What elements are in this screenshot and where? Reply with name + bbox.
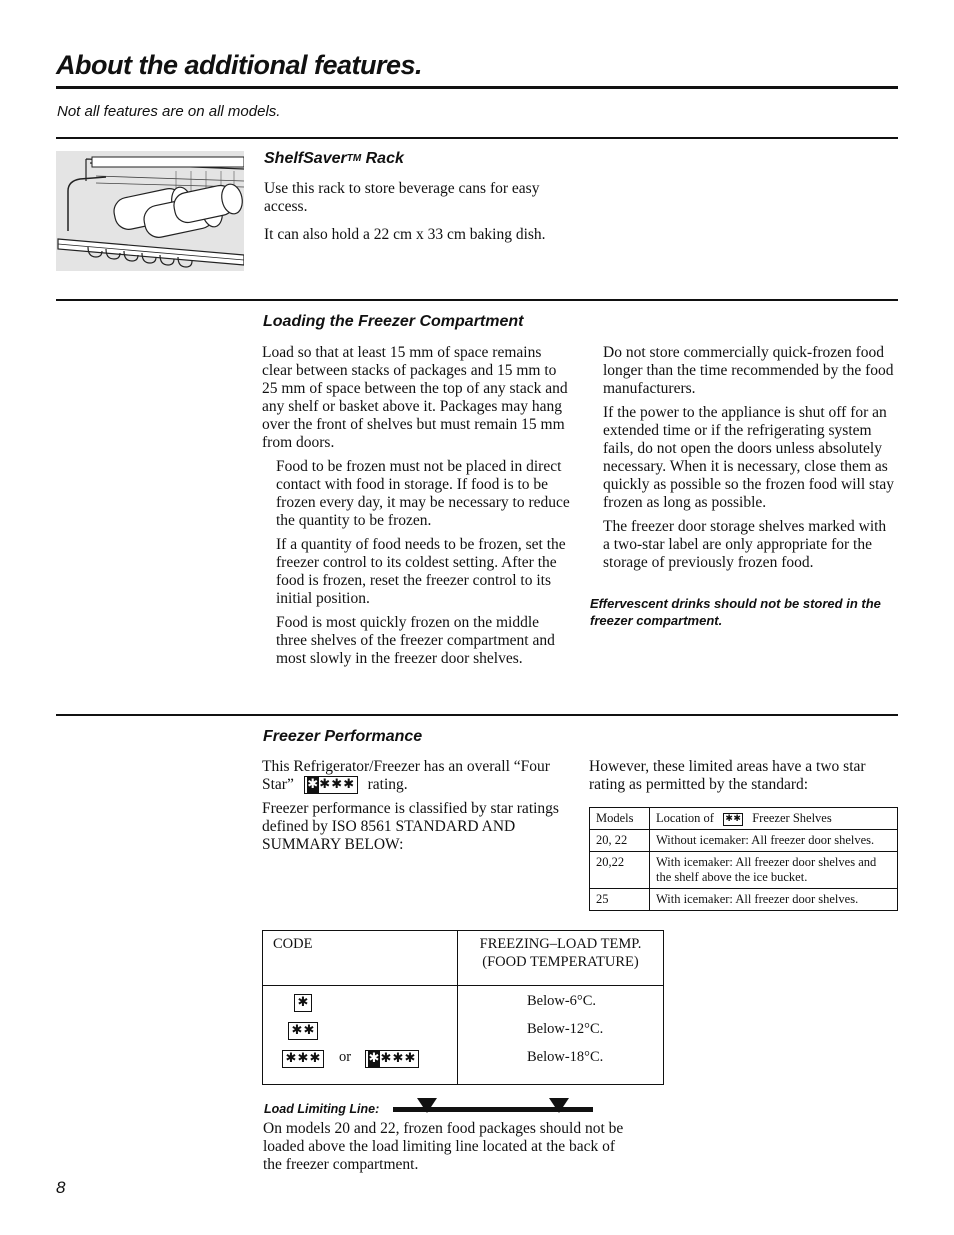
two-star-intro: However, these limited areas have a two star rating as permitted by the standard: xyxy=(589,758,866,793)
one-star-icon: ✱ xyxy=(294,994,312,1012)
temp-three-star: Below-18°C. xyxy=(527,1049,604,1065)
row-models: 20, 22 xyxy=(590,830,650,852)
table-row xyxy=(590,830,898,852)
table-header-row xyxy=(590,808,898,830)
shelfsaver-rack-illustration xyxy=(56,151,244,271)
trademark-mark: TM xyxy=(346,153,362,164)
header-shelves-text: Freezer Shelves xyxy=(752,811,832,825)
two-star-code-icon: ✱ ✱ xyxy=(288,1022,318,1040)
freezer-loading-paragraph-4: Food is most quickly frozen on the middle three shelves of the freezer compartment and most slowly in the freezer door shelves. xyxy=(276,614,555,667)
shelfsaver-paragraph-2: It can also hold a 22 cm x 33 cm baking dish. xyxy=(264,226,546,243)
section-divider xyxy=(56,299,898,301)
table-row xyxy=(590,852,898,889)
shelfsaver-heading-name: ShelfSaver xyxy=(264,150,347,167)
load-limit-text: On models 20 and 22, frozen food packages should not be loaded above the load limiting line located at the back of the freezer compartment. xyxy=(263,1120,624,1173)
row-location: With icemaker: All freezer door shelves. xyxy=(650,889,898,911)
shelfsaver-paragraph-1: Use this rack to store beverage cans for easy access. xyxy=(264,180,540,215)
two-star-location-table xyxy=(589,807,898,911)
page-number: 8 xyxy=(56,1178,66,1197)
section-divider xyxy=(56,714,898,716)
four-star-text: This Refrigerator/Freezer has an overall “Four Star” xyxy=(262,758,550,793)
iso-paragraph: Freezer performance is classified by star ratings defined by ISO 8561 STANDARD AND SUMMARY BELOW: xyxy=(262,800,559,854)
page-title: About the additional features. xyxy=(56,50,423,80)
header-models: Models xyxy=(590,808,650,830)
code-table-body xyxy=(263,986,664,1085)
row-models: 20,22 xyxy=(590,852,650,889)
freezer-loading-paragraph-2: Food to be frozen must not be placed in direct contact with food in storage. If food is to be frozen every day, it may be necessary to reduce the quantity to be frozen. xyxy=(276,458,570,529)
freezer-performance-left-column xyxy=(262,758,562,860)
four-star-paragraph xyxy=(262,758,562,794)
shelfsaver-heading-rest: Rack xyxy=(361,150,404,167)
freezer-loading-right-column xyxy=(603,344,895,578)
header-temp-line-2: (FOOD TEMPERATURE) xyxy=(482,954,639,970)
rating-text: rating. xyxy=(367,776,408,793)
load-limit-label: Load Limiting Line: xyxy=(264,1102,380,1116)
row-models: 25 xyxy=(590,889,650,911)
row-location: Without icemaker: All freezer door shelves. xyxy=(650,830,898,852)
temp-one-star: Below-6°C. xyxy=(527,993,597,1009)
star-codes-cell xyxy=(263,986,458,1085)
freezer-performance-heading: Freezer Performance xyxy=(263,728,423,745)
temp-values-cell xyxy=(458,986,664,1085)
header-temp xyxy=(458,931,664,986)
freezer-loading-paragraph-3: If a quantity of food needs to be frozen, set the freezer control to its coldest setting. After the food is frozen, reset the freezer control to its initial position. xyxy=(276,536,566,607)
freezer-loading-paragraph-5: Do not store commercially quick-frozen food longer than the time recommended by the food manufacturers. xyxy=(603,344,894,397)
shelfsaver-text-2 xyxy=(264,226,584,250)
freezer-loading-paragraph-7: The freezer door storage shelves marked with a two-star label are only appropriate for the storage of previously frozen food. xyxy=(603,518,887,571)
shelfsaver-heading xyxy=(264,150,404,168)
header-location xyxy=(650,808,898,830)
header-location-text: Location of xyxy=(656,811,714,825)
or-text: or xyxy=(339,1049,352,1065)
effervescent-drinks-note: Effervescent drinks should not be stored in the freezer compartment. xyxy=(590,596,881,628)
header-temp-line-1: FREEZING–LOAD TEMP. xyxy=(479,936,642,952)
page-subtitle: Not all features are on all models. xyxy=(57,103,281,120)
four-star-code-icon: ✱ ✱ ✱ ✱ xyxy=(365,1050,419,1068)
load-limit-line-icon xyxy=(393,1096,593,1121)
two-star-icon: ✱ ✱ xyxy=(723,813,743,826)
temp-two-star: Below-12°C. xyxy=(527,1021,604,1037)
title-rule xyxy=(56,86,898,89)
freezer-loading-paragraph-6: If the power to the appliance is shut off for an extended time or if the refrigerating system fails, do not open the doors unless absolutely necessary. When it is necessary, close them as quickly as possible so the frozen food will stay frozen as long as possible. xyxy=(603,404,895,511)
table-row xyxy=(590,889,898,911)
freezer-loading-left-column xyxy=(262,344,572,674)
code-table-header xyxy=(263,931,664,986)
star-code-table xyxy=(262,930,664,1085)
four-star-rating-icon: ✱ ✱ ✱ ✱ xyxy=(304,776,358,794)
three-star-icon: ✱ ✱ ✱ xyxy=(282,1050,324,1068)
freezer-loading-paragraph-1: Load so that at least 15 mm of space remains clear between stacks of packages and 15 mm to 25 mm of space between the top of any stack and any shelf or basket above it. Packages may hang over the front of shelves but must remain 15 mm from doors. xyxy=(262,344,568,451)
freezer-loading-heading: Loading the Freezer Compartment xyxy=(263,313,524,330)
shelfsaver-text xyxy=(264,180,544,226)
header-code: CODE xyxy=(263,931,458,986)
section-divider xyxy=(56,137,898,139)
row-location: With icemaker: All freezer door shelves and the shelf above the ice bucket. xyxy=(650,852,898,889)
